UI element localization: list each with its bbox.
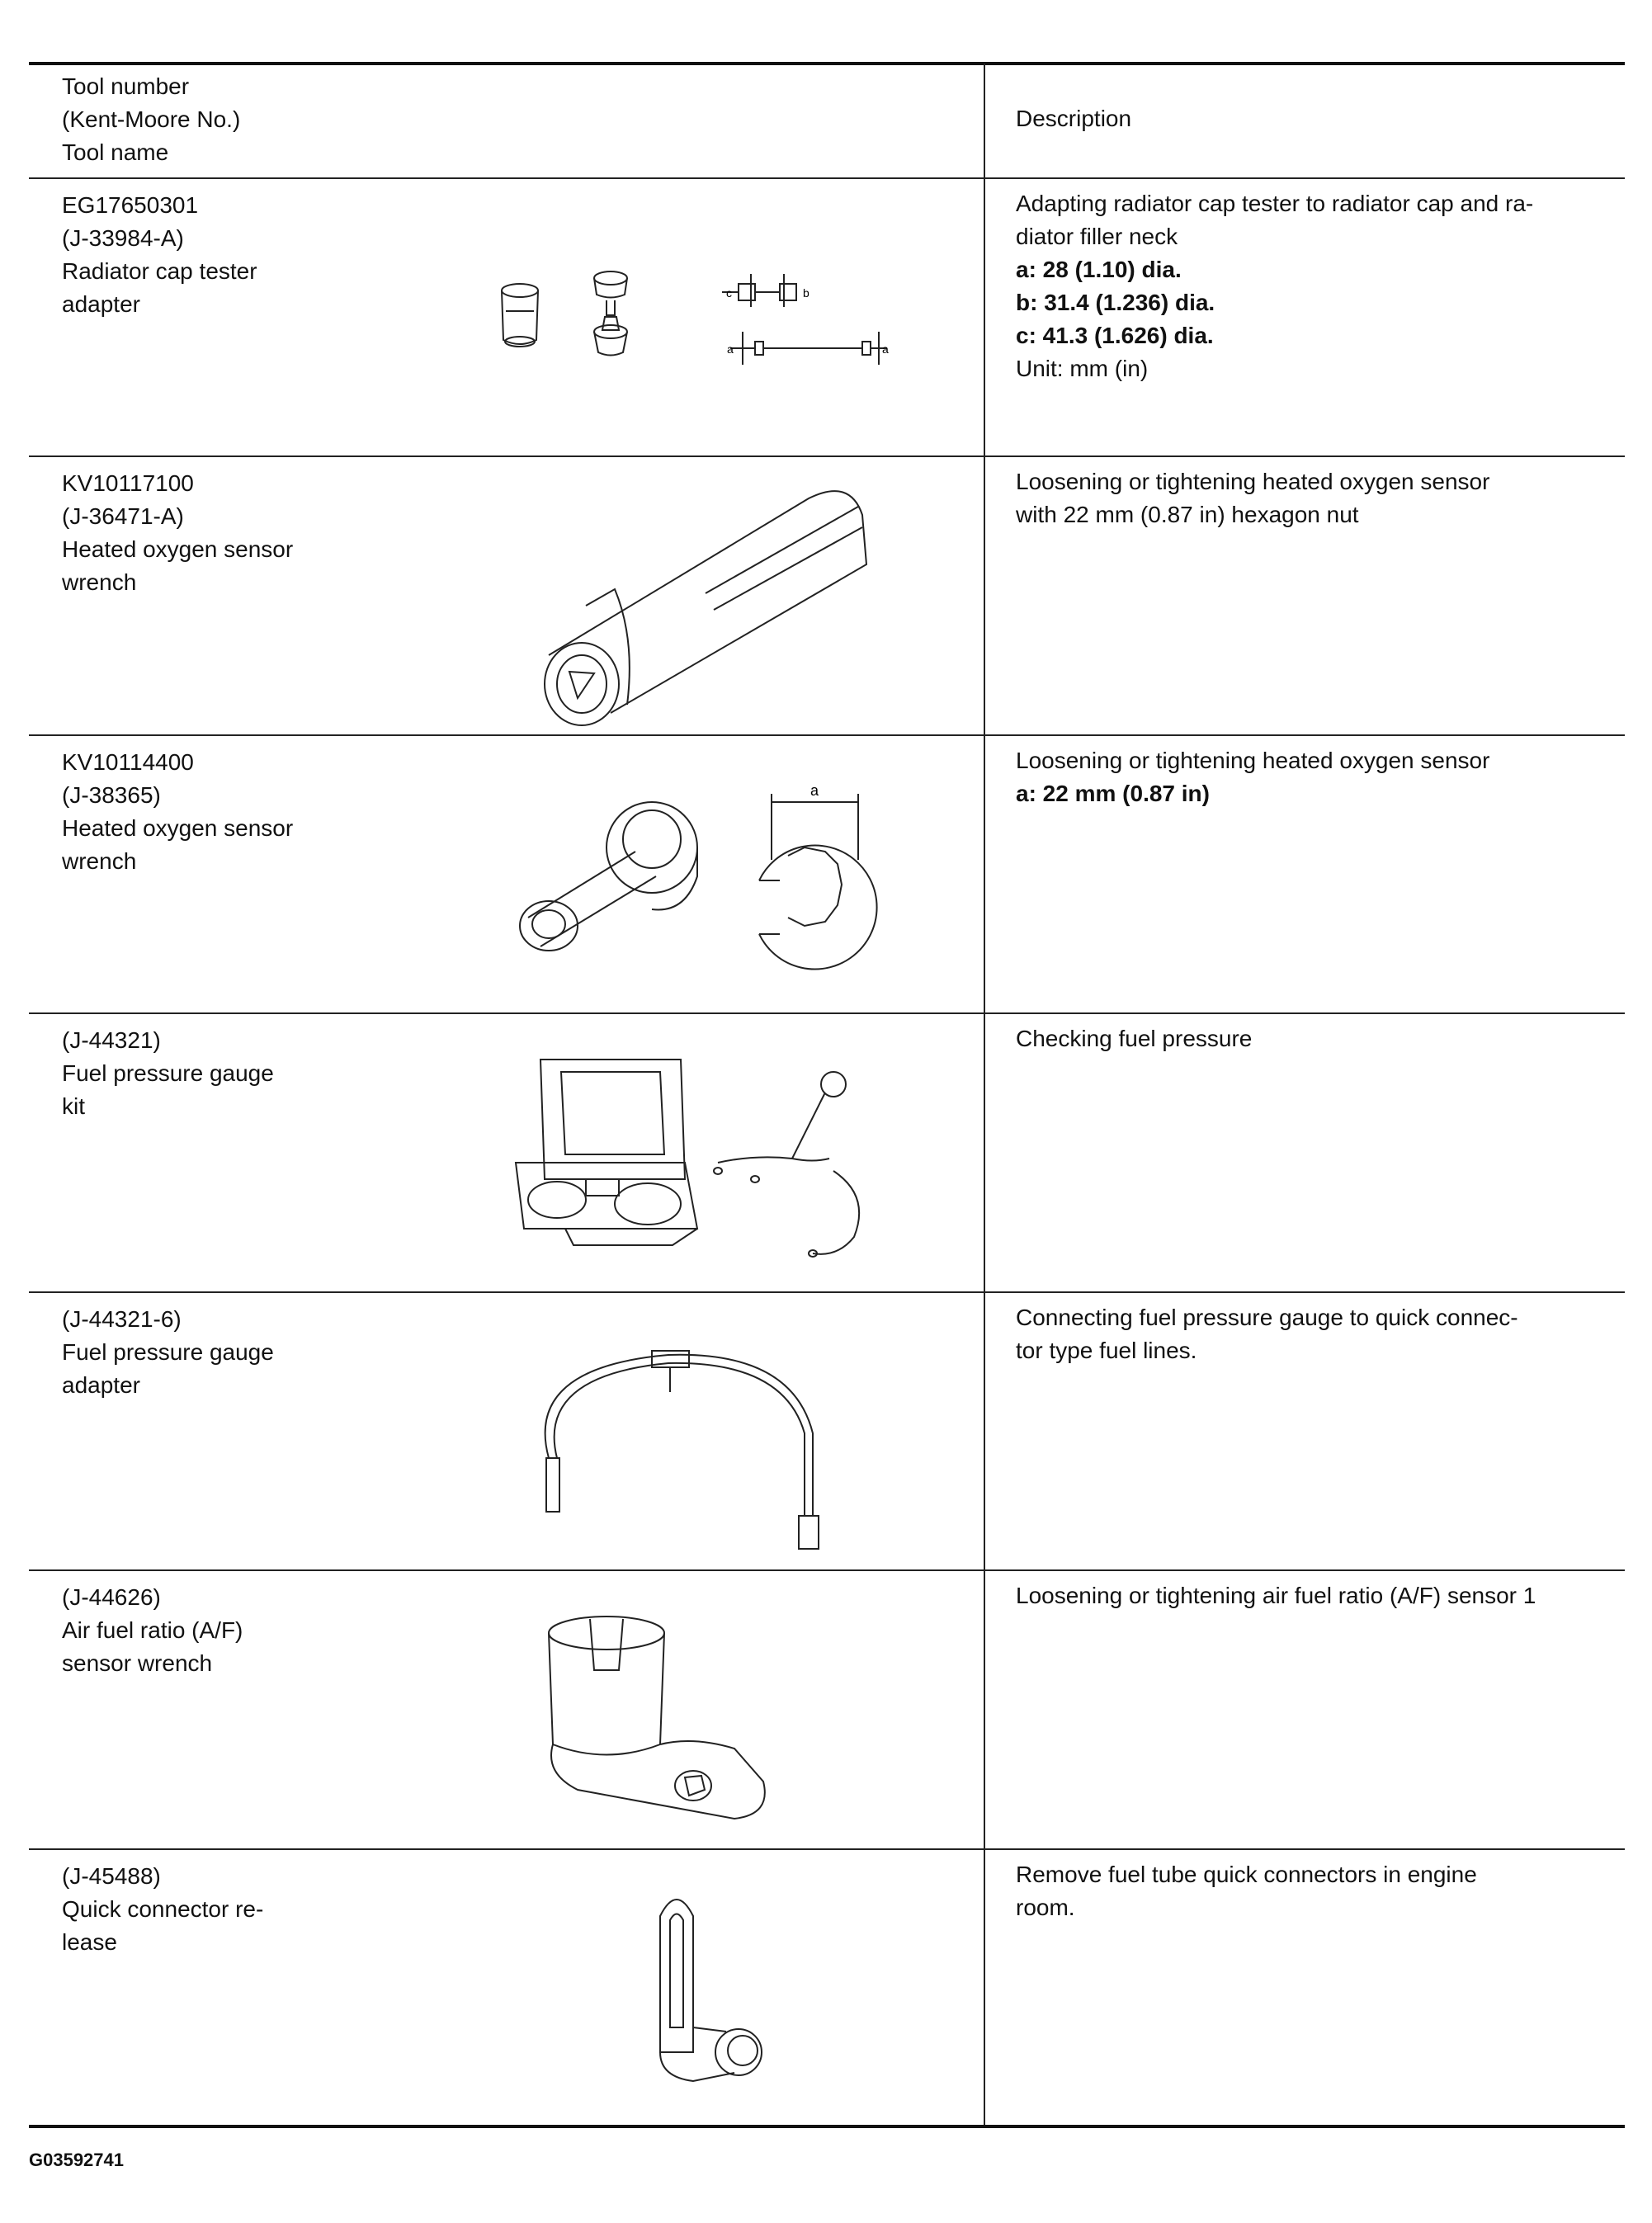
desc-line: Connecting fuel pressure gauge to quick connec- xyxy=(1016,1305,1518,1330)
desc-dimension: a: 22 mm (0.87 in) xyxy=(1016,781,1210,806)
desc-line: Loosening or tightening heated oxygen sensor xyxy=(1016,469,1490,494)
table-row xyxy=(29,457,1625,736)
desc-unit: Unit: mm (in) xyxy=(1016,356,1149,381)
table-bottom-rule xyxy=(29,2125,1625,2128)
desc-dimension: b: 31.4 (1.236) dia. xyxy=(1016,290,1215,315)
fuel-pressure-gauge-kit-illustration xyxy=(507,1055,887,1270)
desc-dimension: a: 28 (1.10) dia. xyxy=(1016,257,1182,282)
air-fuel-ratio-sensor-wrench-illustration xyxy=(528,1612,776,1835)
tool-column-header: Tool number (Kent-Moore No.) Tool name xyxy=(62,73,241,165)
dim-label-a: a xyxy=(727,342,734,356)
figure-id: G03592741 xyxy=(29,2150,124,2170)
table-row xyxy=(29,1014,1625,1293)
oxygen-sensor-wrench-illustration xyxy=(512,769,891,992)
tool-description xyxy=(1016,465,1593,531)
tool-description xyxy=(1016,1022,1593,1055)
tool-description xyxy=(1016,744,1593,810)
desc-line: with 22 mm (0.87 in) hexagon nut xyxy=(1016,502,1359,527)
tool-info: (J-44321-6) Fuel pressure gauge adapter xyxy=(62,1306,274,1398)
desc-line: Remove fuel tube quick connectors in engine xyxy=(1016,1862,1477,1887)
dim-label-a: a xyxy=(882,342,889,356)
desc-line: Adapting radiator cap tester to radiator cap and ra- xyxy=(1016,191,1534,216)
desc-line: room. xyxy=(1016,1895,1075,1920)
tool-info: (J-45488) Quick connector re- lease xyxy=(62,1863,264,1955)
radiator-cap-tester-adapter-illustration xyxy=(474,249,904,381)
table-row xyxy=(29,1293,1625,1571)
desc-line: Loosening or tightening heated oxygen sensor xyxy=(1016,748,1490,773)
table-row xyxy=(29,179,1625,457)
dim-label-a: a xyxy=(810,782,819,799)
description-column-header: Description xyxy=(1016,106,1132,131)
dim-label-c: c xyxy=(726,286,732,300)
tool-description xyxy=(1016,1301,1593,1367)
desc-line: tor type fuel lines. xyxy=(1016,1338,1197,1363)
tool-description xyxy=(1016,1858,1593,1924)
tool-info: (J-44321) Fuel pressure gauge kit xyxy=(62,1027,274,1119)
tool-info: KV10117100 (J-36471-A) Heated oxygen sensor wrench xyxy=(62,470,294,595)
desc-line: Loosening or tightening air fuel ratio (A/F) sensor 1 xyxy=(1016,1583,1536,1608)
fuel-pressure-gauge-adapter-illustration xyxy=(528,1318,858,1541)
tool-info: KV10114400 (J-38365) Heated oxygen sensor wrench xyxy=(62,749,294,874)
desc-line: diator filler neck xyxy=(1016,224,1178,249)
quick-connector-release-illustration xyxy=(644,1887,792,2110)
tool-description xyxy=(1016,187,1593,385)
table-row xyxy=(29,1571,1625,1850)
desc-dimension: c: 41.3 (1.626) dia. xyxy=(1016,323,1214,348)
heated-oxygen-sensor-socket-illustration xyxy=(536,482,891,721)
desc-line: Checking fuel pressure xyxy=(1016,1026,1253,1051)
tool-description xyxy=(1016,1579,1593,1612)
table-header-row xyxy=(29,64,1625,179)
tool-info: (J-44626) Air fuel ratio (A/F) sensor wrench xyxy=(62,1584,243,1676)
table-row xyxy=(29,1850,1625,2125)
tool-info: EG17650301 (J-33984-A) Radiator cap tester adapter xyxy=(62,192,257,317)
dim-label-b: b xyxy=(803,286,809,300)
table-row xyxy=(29,736,1625,1014)
